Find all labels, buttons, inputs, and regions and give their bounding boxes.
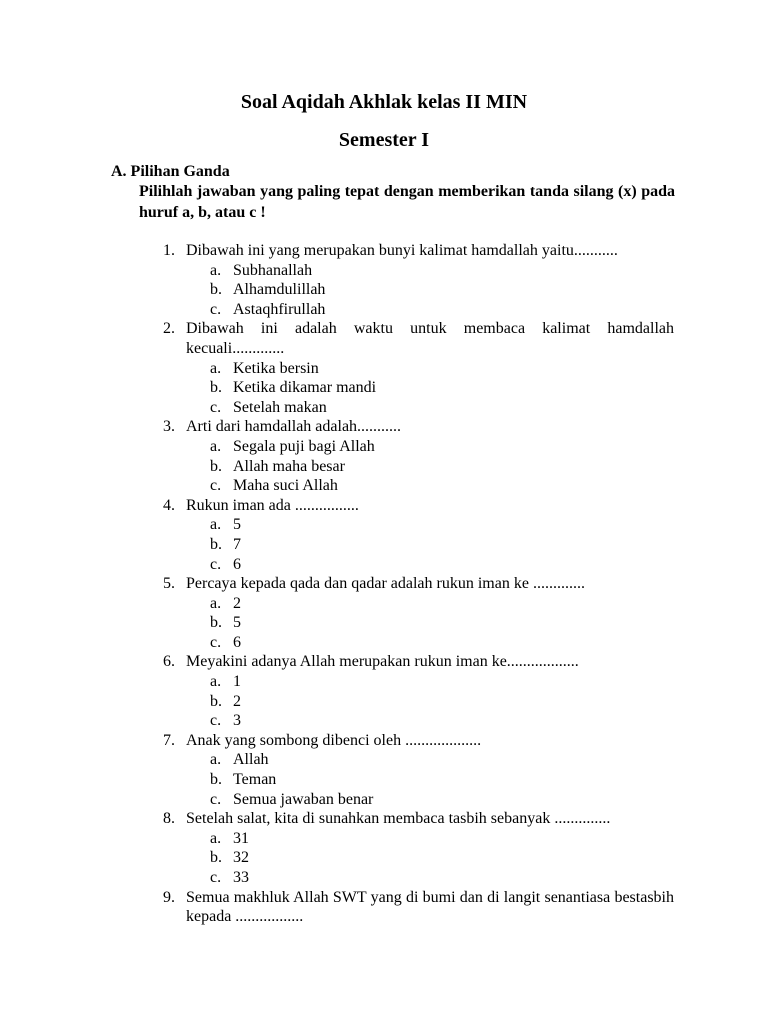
question-item	[0, 809, 768, 887]
section-heading: A. Pilihan Ganda	[111, 163, 230, 180]
option-letter: c.	[210, 633, 222, 651]
option-text: Teman	[233, 771, 277, 789]
option-text: 32	[233, 849, 249, 867]
question-text: Setelah salat, kita di sunahkan membaca tasbih sebanyak ..............	[186, 810, 611, 828]
option-item	[0, 398, 768, 418]
question-text: Meyakini adanya Allah merupakan rukun iman ke..................	[186, 653, 579, 671]
option-letter: b.	[210, 535, 222, 553]
option-text: Maha suci Allah	[233, 477, 338, 495]
option-text: Subhanallah	[233, 261, 313, 279]
option-text: 31	[233, 829, 249, 847]
option-letter: c.	[210, 869, 222, 886]
option-letter: c.	[210, 477, 222, 495]
option-text: Ketika dikamar mandi	[233, 379, 377, 397]
option-letter: b.	[210, 379, 222, 397]
option-letter: c.	[210, 555, 222, 573]
question-number: 4.	[163, 496, 175, 514]
question-text: Percaya kepada qada dan qadar adalah rukun iman ke .............	[186, 575, 585, 593]
option-item	[0, 692, 768, 712]
question-number: 8.	[163, 810, 175, 828]
option-item	[0, 476, 768, 496]
option-letter: a.	[210, 751, 222, 769]
question-item	[0, 241, 768, 319]
option-text: Alhamdulillah	[233, 281, 326, 299]
option-text: 2	[233, 692, 241, 710]
option-item	[0, 378, 768, 398]
option-item	[0, 633, 768, 653]
option-item	[0, 848, 768, 868]
option-text: 33	[233, 869, 249, 886]
option-letter: a.	[210, 829, 222, 847]
document-title: Soal Aqidah Akhlak kelas II MIN	[240, 91, 528, 113]
option-text: 2	[233, 594, 241, 612]
question-item	[0, 652, 768, 730]
option-letter: b.	[210, 771, 222, 789]
option-text: 7	[233, 535, 241, 553]
option-item	[0, 261, 768, 281]
option-letter: a.	[210, 261, 222, 279]
question-item	[0, 319, 768, 417]
option-item	[0, 672, 768, 692]
question-item	[0, 496, 768, 574]
option-letter: c.	[210, 712, 222, 730]
question-list	[0, 241, 768, 927]
question-text: Semua makhluk Allah SWT yang di bumi dan di langit senantiasa bestasbih kepada .................	[186, 888, 674, 926]
question-number: 2.	[163, 320, 175, 338]
option-text: 6	[233, 633, 241, 651]
question-text: Anak yang sombong dibenci oleh ...................	[186, 731, 482, 749]
option-item	[0, 790, 768, 810]
question-text: Arti dari hamdallah adalah...........	[186, 418, 402, 436]
option-text: Setelah makan	[233, 398, 327, 416]
question-number: 5.	[163, 575, 175, 593]
question-item	[0, 888, 768, 927]
option-text: 5	[233, 614, 241, 632]
option-letter: a.	[210, 359, 222, 377]
question-number: 1.	[163, 242, 175, 259]
option-text: 5	[233, 516, 241, 534]
question-item	[0, 417, 768, 495]
option-letter: b.	[210, 457, 222, 475]
option-letter: a.	[210, 594, 222, 612]
option-text: Allah	[233, 751, 269, 769]
option-item	[0, 613, 768, 633]
option-item	[0, 868, 768, 888]
option-letter: b.	[210, 849, 222, 867]
option-letter: a.	[210, 673, 222, 691]
question-text: Dibawah ini adalah waktu untuk membaca kalimat hamdallah kecuali.............	[186, 320, 674, 357]
question-item	[0, 731, 768, 809]
option-text: Semua jawaban benar	[233, 790, 374, 808]
option-item	[0, 300, 768, 320]
option-item	[0, 711, 768, 731]
option-item	[0, 535, 768, 555]
option-text: Allah maha besar	[233, 457, 345, 475]
option-text: Astaqhfirullah	[233, 300, 326, 318]
question-item	[0, 574, 768, 652]
option-letter: b.	[210, 281, 222, 299]
option-letter: a.	[210, 516, 222, 534]
option-item	[0, 770, 768, 790]
option-text: Segala puji bagi Allah	[233, 437, 375, 455]
question-number: 3.	[163, 418, 175, 436]
question-number: 7.	[163, 731, 175, 749]
option-item	[0, 437, 768, 457]
option-letter: c.	[210, 300, 222, 318]
option-item	[0, 359, 768, 379]
option-letter: b.	[210, 692, 222, 710]
question-number: 9.	[163, 888, 175, 906]
option-item	[0, 829, 768, 849]
question-text: Rukun iman ada ................	[186, 496, 359, 514]
option-letter: c.	[210, 790, 222, 808]
option-text: 1	[233, 673, 241, 691]
question-number: 6.	[163, 653, 175, 671]
option-letter: b.	[210, 614, 222, 632]
option-text: Ketika bersin	[233, 359, 319, 377]
option-text: 6	[233, 555, 241, 573]
option-item	[0, 750, 768, 770]
option-item	[0, 457, 768, 477]
option-item	[0, 555, 768, 575]
option-item	[0, 594, 768, 614]
section-instruction: Pilihlah jawaban yang paling tepat dengan memberikan tanda silang (x) pada huruf a, b, atau c !	[139, 183, 675, 221]
option-letter: c.	[210, 398, 222, 416]
document-subtitle: Semester I	[338, 129, 430, 151]
option-item	[0, 515, 768, 535]
option-letter: a.	[210, 437, 222, 455]
option-item	[0, 280, 768, 300]
option-text: 3	[233, 712, 241, 730]
question-text: Dibawah ini yang merupakan bunyi kalimat hamdallah yaitu...........	[186, 242, 618, 259]
